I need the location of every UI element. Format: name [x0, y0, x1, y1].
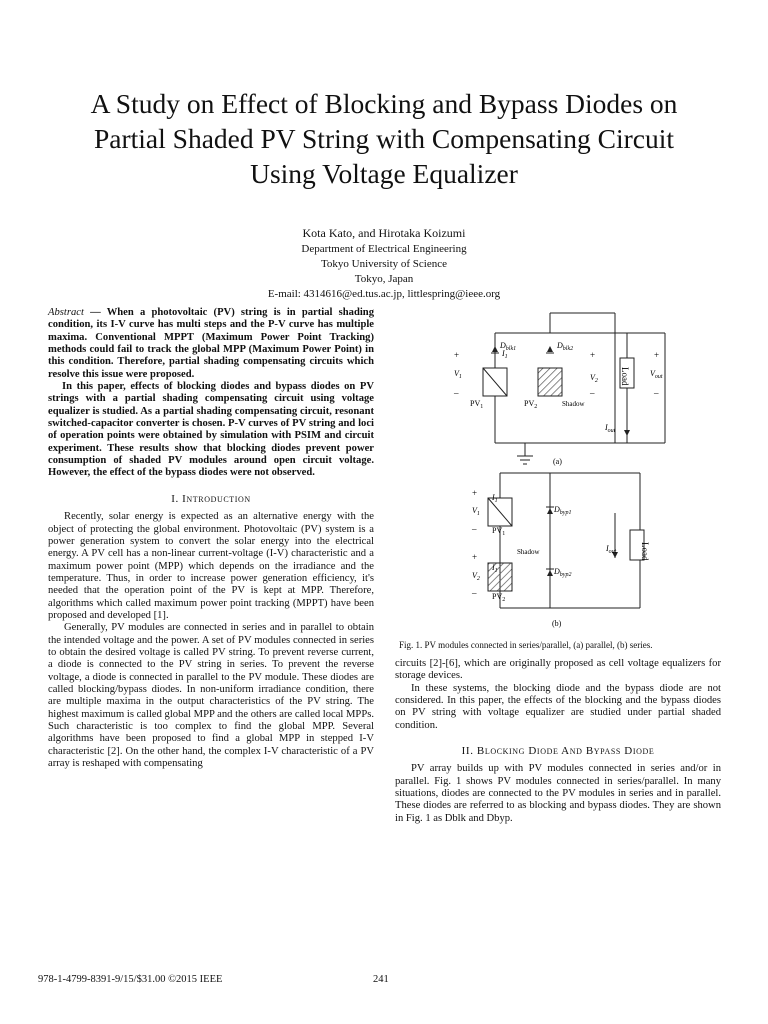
abstract-text-1: When a photovoltaic (PV) string is in partial shading condition, its I-V curve has multi steps and the P-V curve has multiple maxima. Conventional MPPT (Maximum Power Point Tracking) methods could fail to track the global MPP (Maximum Power Point) in this condition. Therefore, partial shading compensating circuits which resolve this issue were proposed.	[48, 307, 374, 380]
right-paragraph-1: circuits [2]-[6], which are originally proposed as cell voltage equalizers for storage devices.	[395, 658, 721, 682]
right-paragraph-2: In these systems, the blocking diode and the bypass diode are not considered. In this paper, the effects of the blocking and the bypass diodes on PV string with voltage equalizer are studied under partial shaded condition.	[395, 682, 721, 731]
abstract-p2: In this paper, effects of blocking diodes and bypass diodes on PV strings with a partial shading compensating circuit using voltage equalizer is studied. As a partial shading compensating circuit, resonant switched-capacitor converter is chosen. P-V curves of PV string and loci of operation points were obtained by simulation with PSIM and circuit experiment. These results show that blocking diodes prevent power consumption of shaded PV modules around open circuit voltage. However, the effect of the bypass diodes were not observed.	[48, 381, 374, 479]
fig-a-i1: $I_1$	[502, 349, 508, 360]
abstract-p1: Abstract — When a photovoltaic (PV) string is in partial shading condition, its I-V curve has multi steps and the P-V curve has multiple maxima. Conventional MPPT (Maximum Power Point Tracking) methods could fail to track the global MPP (Maximum Power Point) in this condition. Therefore, partial shading compensating circuits which resolve this issue were proposed.	[48, 307, 374, 380]
load-label-b: Load	[640, 542, 650, 561]
affiliation-univ: Tokyo University of Science	[320, 258, 447, 270]
title-line-1: A Study on Effect of Blocking and Bypass Diodes on	[90, 88, 678, 119]
fig-label-a: (a)	[553, 457, 562, 466]
intro-heading: I. Introduction	[171, 492, 251, 505]
fig-b-v2: $V_2$	[472, 571, 480, 582]
fig-b-v1-minus: –	[472, 524, 477, 534]
affiliation	[0, 242, 768, 302]
page-number: 241	[373, 974, 389, 985]
fig-b-v1-plus: +	[472, 488, 478, 498]
fig-a-v1-minus: –	[454, 388, 459, 398]
figure-caption: Fig. 1. PV modules connected in series/parallel, (a) parallel, (b) series.	[399, 640, 653, 650]
right-column	[395, 658, 721, 825]
fig-a-vout-plus: +	[654, 350, 660, 360]
right-body	[395, 658, 721, 732]
fig-b-pv2: $PV_2$	[492, 592, 506, 603]
fig-a-shadow: Shadow	[562, 400, 585, 408]
fig-a-dblk1: $D_{blk1}$	[500, 341, 517, 352]
fig-b-v2-plus: +	[472, 552, 478, 562]
section-2-heading: II. Blocking Diode And Bypass Diode	[461, 745, 655, 758]
fig-b-iout: $I_{out}$	[606, 544, 617, 555]
section-2-body	[395, 763, 721, 825]
fig-b-dbyp2: $D_{byp2}$	[554, 567, 572, 578]
fig-b-v2-minus: –	[472, 588, 477, 598]
intro-paragraph-1: Recently, solar energy is expected as an alternative energy with the object of protecting the global environment. Photovoltaic (PV) system is a power generation system to convert the solar energy into the electrical energy. A PV cell has a non-linear current-voltage (I-V) characteristic and a maximum power point (MPP) which depends on the irradiance and the temperature. Thus, in order to increase power generation efficiency, it's needed that the operation point of the PV is kept at MPP. Therefore, algorithms which called maximum power point tracking (MPPT) have been proposed and developed [1].	[48, 511, 374, 621]
authors: Kota Kato, and Hirotaka Koizumi	[302, 226, 466, 240]
fig-a-v1: $V_1$	[454, 369, 462, 380]
affiliation-city: Tokyo, Japan	[354, 273, 414, 285]
fig-a-v2: $V_2$	[590, 373, 598, 384]
fig-a-dblk2: $D_{blk2}$	[557, 341, 574, 352]
fig-a-v2-minus: –	[590, 388, 595, 398]
title-line-2: Partial Shaded PV String with Compensating Circuit	[93, 123, 675, 154]
figure-1-circuit-diagrams	[440, 308, 700, 628]
fig-a-pv1: $PV_1$	[470, 399, 484, 410]
footer-copyright: 978-1-4799-8391-9/15/$31.00 ©2015 IEEE	[38, 974, 223, 985]
affiliation-dept: Department of Electrical Engineering	[301, 243, 467, 255]
intro-paragraph-2: Generally, PV modules are connected in series and in parallel to obtain the intended voltage and the power. A set of PV modules connected in series to obtain the desired voltage is called PV string. To prevent reverse current, a diode is connected to the PV string in series. To prevent the reverse voltage, a diode is connected in parallel to the PV module. These diodes are called blocking/bypass diodes. In non-uniform irradiance condition, there are multiple maxima in the output characteristics of the PV string. The highest maximum is called global MPP and the others are called local MPPs. Such characteristic is too complex to find the global MPP. Several algorithms have been proposed to find a global MPP in stepped I-V characteristic [2]. On the other hand, the complex I-V characteristic of a PV array is reshaped with compensating	[48, 622, 374, 770]
load-label-a: Load	[620, 367, 630, 386]
abstract	[48, 307, 374, 480]
fig-b-v1: $V_1$	[472, 506, 480, 517]
fig-b-shadow: Shadow	[517, 548, 540, 556]
fig-b-dbyp1: $D_{byp1}$	[554, 505, 572, 516]
affiliation-email: E-mail: 4314616@ed.tus.ac.jp, littlespring@ieee.org	[267, 288, 501, 300]
section-2-paragraph-1: PV array builds up with PV modules connected in series and/or in parallel. Fig. 1 shows PV modules connected in series/parallel. In many situations, diodes are connected to the PV modules in series and in parallel. These diodes are referred to as blocking and bypass diodes. They are shown in Fig. 1 as Dblk and Dbyp.	[395, 763, 721, 824]
fig-a-pv2: $PV_2$	[524, 399, 538, 410]
fig-b-pv1: $PV_1$	[492, 526, 506, 537]
title-line-3: Using Voltage Equalizer	[250, 158, 518, 189]
fig-b-i2: $I_1$	[492, 563, 498, 574]
paper-title	[30, 86, 738, 191]
fig-label-b: (b)	[552, 619, 562, 628]
fig-b-i1: $I_1$	[492, 493, 498, 504]
fig-a-vout-minus: –	[654, 388, 659, 398]
fig-a-iout: $I_{out}$	[605, 423, 616, 434]
left-column	[48, 307, 374, 770]
abstract-label: Abstract	[48, 307, 84, 318]
fig-a-v1-plus: +	[454, 350, 460, 360]
fig-a-v2-plus: +	[590, 350, 596, 360]
intro-body	[48, 511, 374, 770]
fig-a-vout: $V_{out}$	[650, 369, 663, 380]
